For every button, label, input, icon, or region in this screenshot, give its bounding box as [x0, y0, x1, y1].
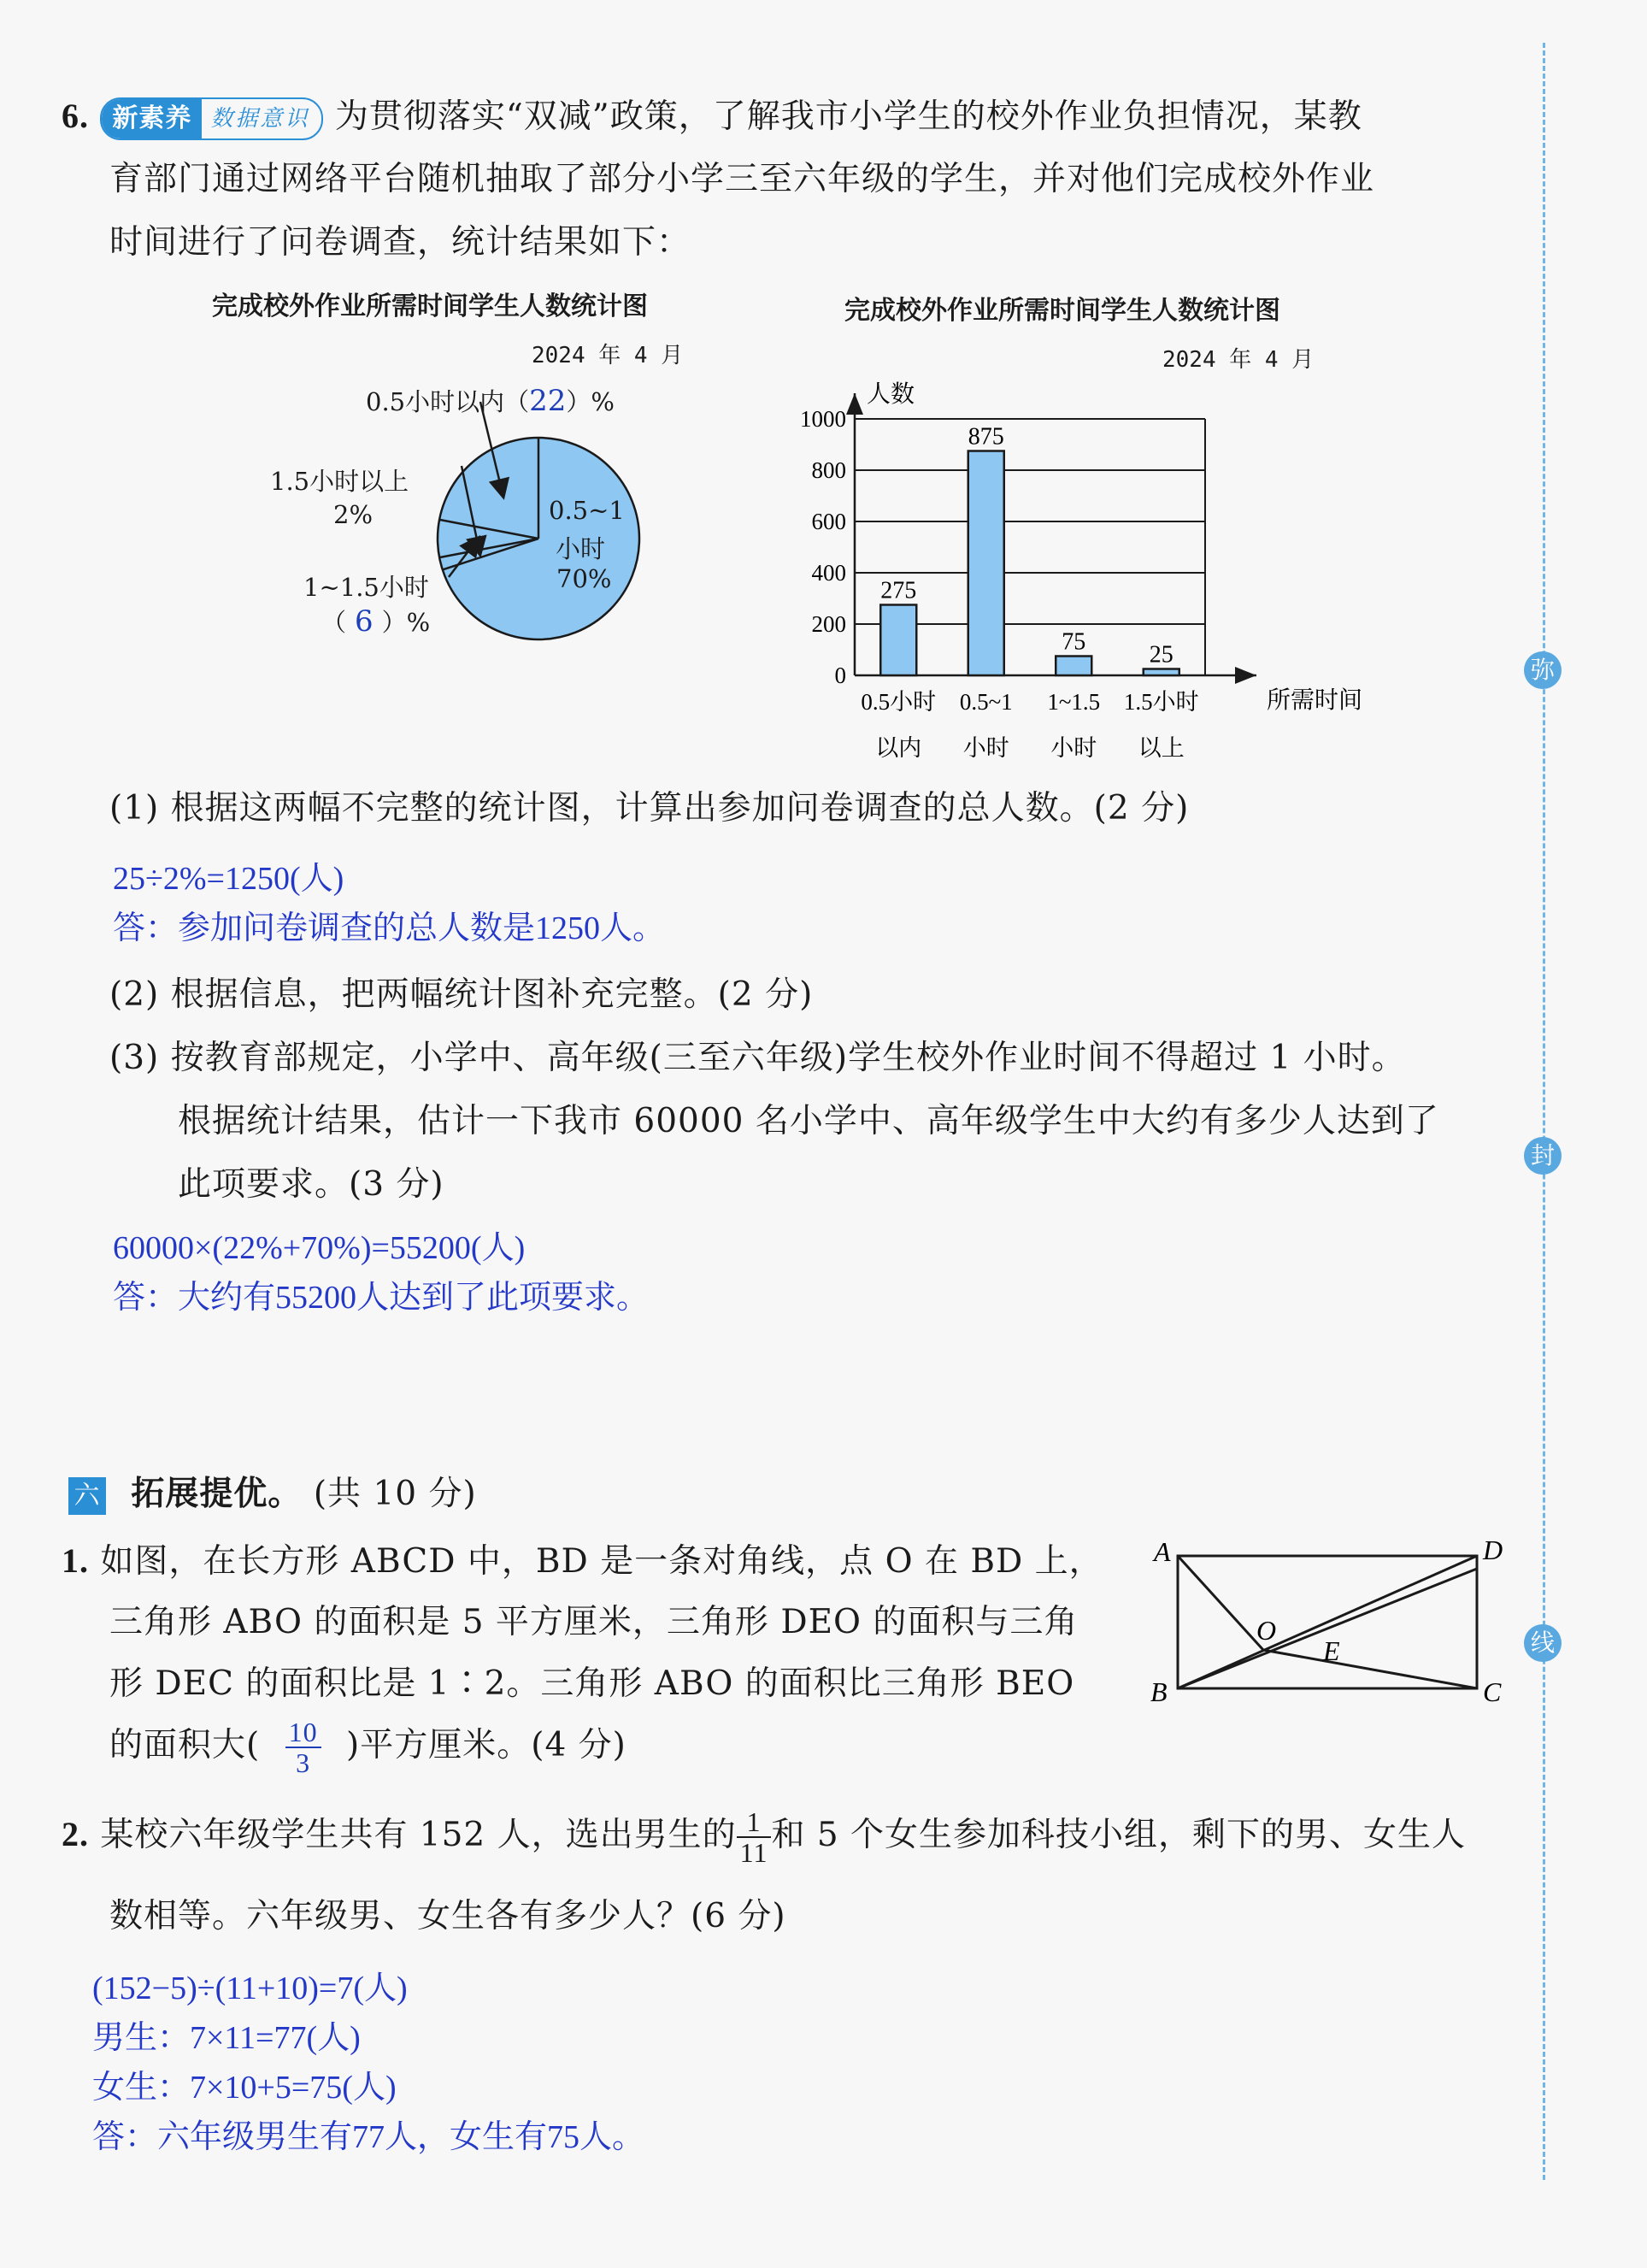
- p2-number: 2.: [62, 1815, 89, 1853]
- p1-line1: 1. 如图，在长方形 ABCD 中，BD 是一条对角线，点 O 在 BD 上，: [62, 1541, 1103, 1581]
- pie-date: 2024 年 4 月: [532, 343, 684, 368]
- bar-title: 完成校外作业所需时间学生人数统计图: [844, 296, 1280, 326]
- x-tick-3-line1: 1.5小时: [1123, 689, 1199, 715]
- pie-label-1-1-5-line2: （ 6 ）%: [321, 604, 431, 639]
- x-tick-0-line2: 以内: [875, 735, 922, 761]
- pie-answer-22: 22: [529, 384, 567, 418]
- q6-sub3-line2: 根据统计结果，估计一下我市 60000 名小学中、高年级学生中大约有多少人达到了: [178, 1102, 1439, 1140]
- bar-value-label-2: 75: [1062, 628, 1086, 656]
- q6-number: 6.: [62, 97, 89, 135]
- segment-oc: [1263, 1650, 1477, 1688]
- p2-fraction: $\frac{1}{11}$: [737, 1807, 772, 1867]
- p2-answer-line1: (152−5)÷(11+10)=7(人): [92, 1971, 408, 2006]
- section-six-score: (共 10 分): [313, 1475, 477, 1513]
- label-o: O: [1256, 1615, 1277, 1646]
- q6-text-2: 育部门通过网络平台随机抽取了部分小学三至六年级的学生，并对他们完成校外作业: [109, 160, 1375, 198]
- y-tick-1000: 1000: [800, 406, 846, 432]
- bar-chart: [769, 368, 1470, 778]
- seal-mark-3: 线: [1524, 1624, 1562, 1662]
- q6-text-1: 为贯彻落实“双减”政策，了解我市小学生的校外作业负担情况，某教: [334, 97, 1362, 136]
- label-a: A: [1154, 1536, 1171, 1567]
- p1-line3: 形 DEC 的面积比是 1∶2。三角形 ABO 的面积比三角形 BEO: [109, 1664, 1075, 1703]
- label-b: B: [1150, 1676, 1168, 1707]
- x-tick-0-line1: 0.5小时: [861, 689, 937, 715]
- x-tick-1-line2: 小时: [962, 735, 1009, 761]
- label-c: C: [1483, 1676, 1502, 1707]
- pie-label-under-half-hour: 0.5小时以内（22）%: [366, 384, 615, 418]
- q6-answer3-text: 答：大约有55200人达到了此项要求。: [113, 1280, 650, 1316]
- q6-sub2: (2) 根据信息，把两幅统计图补充完整。(2 分): [109, 975, 814, 1014]
- diagonal-bd: [1178, 1556, 1477, 1688]
- q6-answer1-calc: 25÷2%=1250(人): [113, 861, 344, 897]
- p2-line2: 数相等。六年级男、女生各有多少人？(6 分): [109, 1897, 786, 1935]
- bar-value-label-1: 875: [968, 423, 1004, 451]
- pie-label-half-to-1-line2: 小时: [556, 534, 606, 563]
- seal-mark-2: 封: [1524, 1137, 1562, 1175]
- pie-answer-6: 6: [355, 604, 374, 639]
- p1-answer-fraction: $\frac{10}{3}$: [285, 1717, 321, 1777]
- bar-0: [880, 605, 916, 676]
- section-six-icon: 六: [68, 1477, 106, 1515]
- pie-title: 完成校外作业所需时间学生人数统计图: [212, 292, 648, 321]
- q6-answer1-text: 答：参加问卷调查的总人数是1250人。: [113, 910, 666, 946]
- bar-value-label-3: 25: [1149, 641, 1173, 669]
- rectangle-diagram: [1137, 1530, 1513, 1718]
- pie-label-half-to-1-line1: 0.5~1: [549, 496, 625, 525]
- x-tick-1-line1: 0.5~1: [959, 689, 1013, 715]
- section-six-title: 拓展提优。: [131, 1475, 303, 1513]
- bar-1: [968, 451, 1004, 676]
- x-axis-label: 所需时间: [1267, 687, 1363, 714]
- y-tick-400: 400: [811, 560, 846, 586]
- segment-be: [1178, 1569, 1477, 1688]
- y-tick-0: 0: [834, 663, 846, 688]
- binding-line: [1543, 43, 1545, 2180]
- q6-sub3-line1: (3) 按教育部规定，小学中、高年级(三至六年级)学生校外作业时间不得超过 1 小时。: [109, 1039, 1406, 1077]
- section-six-heading: [68, 1464, 477, 1525]
- y-axis-label: 人数: [867, 381, 915, 408]
- p2-answer-line2: 男生：7×11=77(人): [92, 2020, 361, 2056]
- p2-answer-line4: 答：六年级男生有77人，女生有75人。: [92, 2119, 645, 2155]
- y-tick-200: 200: [811, 611, 846, 637]
- p1-line4: 的面积大( $\frac{10}{3}$ )平方厘米。(4 分): [109, 1717, 626, 1778]
- pie-label-over-1-5-line2: 2%: [333, 500, 374, 529]
- pie-label-1-1-5-line1: 1~1.5小时: [303, 573, 429, 602]
- label-e: E: [1323, 1635, 1340, 1666]
- bar-date: 2024 年 4 月: [1162, 347, 1315, 373]
- q6-line1: [62, 85, 1362, 148]
- badge-sub: 数据意识: [210, 106, 310, 132]
- label-d: D: [1483, 1535, 1503, 1565]
- q6-text-3: 时间进行了问卷调查，统计结果如下：: [109, 223, 691, 262]
- bar-value-label-0: 275: [880, 577, 917, 604]
- p2-line1: 2. 某校六年级学生共有 152 人，选出男生的 $\frac{1}{11}$ 和 5 个女生参加科技小组，剩下的男、女生人: [62, 1806, 1467, 1868]
- q6-badge: [100, 97, 323, 140]
- y-tick-600: 600: [811, 509, 846, 534]
- q6-sub3-line3: 此项要求。(3 分): [178, 1165, 444, 1204]
- p1-line2: 三角形 ABO 的面积是 5 平方厘米，三角形 DEO 的面积与三角: [109, 1603, 1079, 1641]
- pie-label-half-to-1-line3: 70%: [556, 564, 612, 593]
- x-tick-2-line2: 小时: [1050, 735, 1097, 761]
- y-tick-800: 800: [811, 457, 846, 483]
- p1-number: 1.: [62, 1541, 89, 1580]
- pie-label-over-1-5-line1: 1.5小时以上: [270, 467, 409, 496]
- bar-2: [1056, 657, 1091, 676]
- q6-answer3-calc: 60000×(22%+70%)=55200(人): [113, 1230, 526, 1266]
- q6-sub1: (1) 根据这两幅不完整的统计图，计算出参加问卷调查的总人数。(2 分): [109, 789, 1190, 828]
- bar-3: [1144, 669, 1179, 676]
- x-tick-3-line2: 以上: [1138, 735, 1185, 761]
- x-tick-2-line1: 1~1.5: [1047, 689, 1101, 715]
- seal-mark-1: 弥: [1524, 651, 1562, 689]
- badge-main: 新素养: [102, 99, 202, 138]
- p2-answer-line3: 女生：7×10+5=75(人): [92, 2070, 397, 2106]
- segment-ao: [1178, 1556, 1263, 1650]
